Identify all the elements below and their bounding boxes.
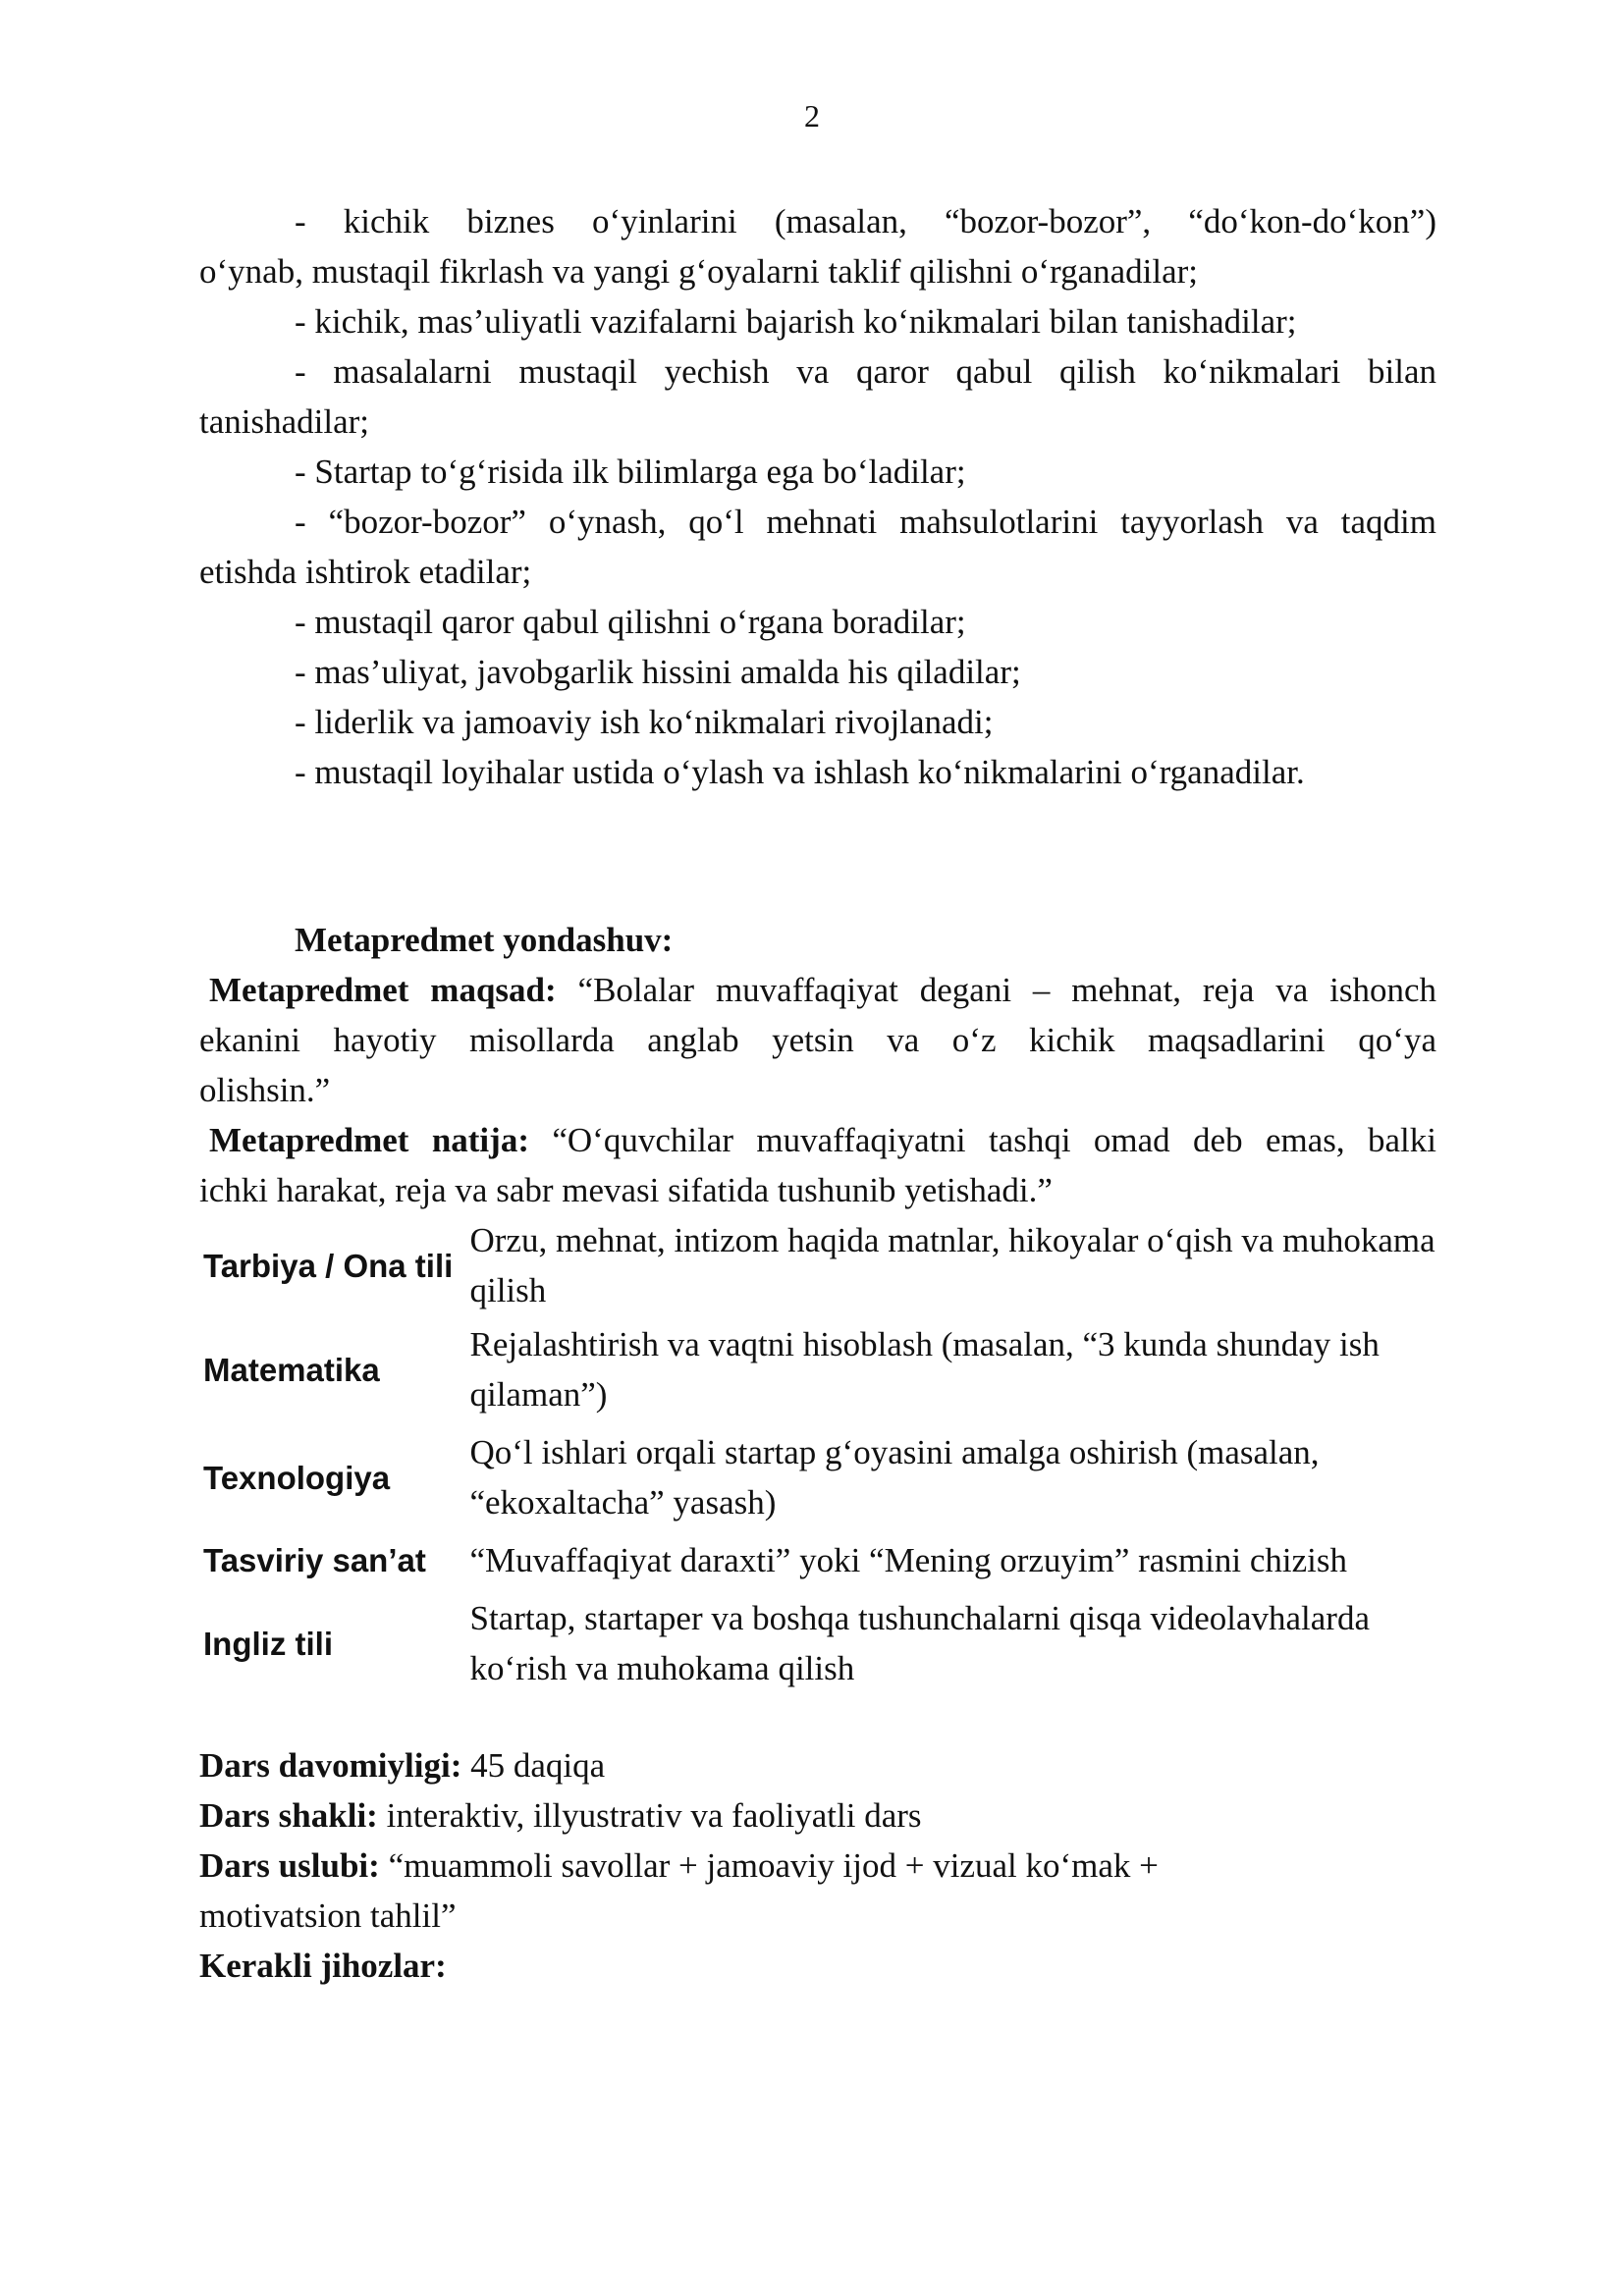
document-body: [199, 196, 1436, 1991]
list-item: [199, 697, 1436, 747]
lesson-form-label: Dars shakli:: [199, 1796, 378, 1835]
page-number: 2: [804, 98, 820, 133]
lesson-form-value: interaktiv, illyustrativ va faoliyatli dars: [377, 1796, 922, 1835]
list-item-line: - masalalarni mustaqil yechish va qaror qabul qilish ko‘nikmalari bilan: [295, 352, 1436, 391]
subject-description: Qo‘l ishlari orqali startap g‘oyasini amalga oshirish (masalan, “ekoxaltacha” yasash): [469, 1433, 1320, 1522]
list-item-line: - kichik biznes o‘yinlarini (masalan, “bozor-bozor”, “do‘kon-do‘kon”): [295, 202, 1436, 240]
subject-name: Tasviriy san’at: [203, 1542, 426, 1578]
list-item: [199, 747, 1436, 797]
subject-name: Matematika: [203, 1351, 380, 1388]
meta-result-paragraph: [199, 1115, 1436, 1215]
lesson-info: [199, 1740, 1436, 1991]
spacer: [199, 797, 1436, 915]
lesson-duration-value: 45 daqiqa: [461, 1746, 606, 1785]
lesson-form: [199, 1790, 1436, 1841]
table-row: [199, 1215, 1436, 1315]
section-heading: Metapredmet yondashuv:: [295, 921, 674, 959]
meta-result-label: Metapredmet natija:: [209, 1121, 529, 1159]
lesson-method-value: “muammoli savollar + jamoaviy ijod + vizual ko‘mak +: [379, 1846, 1159, 1885]
subject-name: Ingliz tili: [203, 1625, 333, 1662]
lesson-method-continuation: motivatsion tahlil”: [199, 1896, 457, 1935]
subject-description: “Muvaffaqiyat daraxti” yoki “Mening orzuyim” rasmini chizish: [469, 1541, 1348, 1579]
list-item-line: - liderlik va jamoaviy ish ko‘nikmalari rivojlanadi;: [295, 703, 994, 741]
meta-goal-paragraph: [199, 965, 1436, 1115]
meta-goal-line: ekanini hayotiy misollarda anglab yetsin va o‘z kichik maqsadlarini qo‘ya: [199, 1021, 1436, 1059]
lesson-duration: [199, 1740, 1436, 1790]
meta-goal-text: “Bolalar muvaffaqiyat degani – mehnat, reja va ishonch: [556, 971, 1436, 1009]
table-row: [199, 1315, 1436, 1423]
subject-description: Orzu, mehnat, intizom haqida matnlar, hikoyalar o‘qish va muhokama qilish: [469, 1221, 1435, 1309]
subjects-table: [199, 1215, 1436, 1697]
list-item: [199, 597, 1436, 647]
meta-goal-line: olishsin.”: [199, 1071, 331, 1109]
list-item-line: - kichik, mas’uliyatli vazifalarni bajarish ko‘nikmalari bilan tanishadilar;: [295, 302, 1297, 341]
list-item: [199, 347, 1436, 447]
table-row: [199, 1589, 1436, 1697]
lesson-method-label: Dars uslubi:: [199, 1846, 380, 1885]
meta-goal-label: Metapredmet maqsad:: [209, 971, 557, 1009]
table-row: [199, 1531, 1436, 1589]
subject-description: Rejalashtirish va vaqtni hisoblash (masalan, “3 kunda shunday ish qilaman”): [469, 1325, 1380, 1414]
table-row: [199, 1423, 1436, 1531]
meta-goal-line: [199, 965, 1436, 1015]
list-item-continuation: o‘ynab, mustaqil fikrlash va yangi g‘oyalarni taklif qilishni o‘rganadilar;: [199, 252, 1199, 291]
list-item: [199, 497, 1436, 597]
list-item: [199, 447, 1436, 497]
list-item-line: - Startap to‘g‘risida ilk bilimlarga ega bo‘ladilar;: [295, 453, 966, 491]
subject-description: Startap, startaper va boshqa tushunchalarni qisqa videolavhalarda ko‘rish va muhokama qilish: [469, 1599, 1370, 1687]
meta-result-text: “O‘quvchilar muvaffaqiyatni tashqi omad deb emas, balki: [528, 1121, 1436, 1159]
lesson-equipment: [199, 1941, 1436, 1991]
list-item-continuation: tanishadilar;: [199, 402, 370, 441]
lesson-method: [199, 1841, 1436, 1891]
list-item-line: - mas’uliyat, javobgarlik hissini amalda his qiladilar;: [295, 653, 1021, 691]
meta-result-line: [199, 1115, 1436, 1165]
subject-name: Texnologiya: [203, 1459, 391, 1496]
meta-result-line: ichki harakat, reja va sabr mevasi sifatida tushunib yetishadi.”: [199, 1171, 1053, 1209]
list-item-line: - “bozor-bozor” o‘ynash, qo‘l mehnati mahsulotlarini tayyorlash va taqdim: [295, 503, 1436, 541]
subject-name: Tarbiya / Ona tili: [203, 1247, 454, 1284]
list-item-continuation: etishda ishtirok etadilar;: [199, 553, 532, 591]
list-item: [199, 196, 1436, 296]
list-item-line: - mustaqil qaror qabul qilishni o‘rgana boradilar;: [295, 603, 966, 641]
list-item: [199, 296, 1436, 347]
lesson-duration-label: Dars davomiyligi:: [199, 1746, 462, 1785]
list-item-line: - mustaqil loyihalar ustida o‘ylash va ishlash ko‘nikmalarini o‘rganadilar.: [295, 753, 1305, 791]
list-item: [199, 647, 1436, 697]
lesson-equipment-label: Kerakli jihozlar:: [199, 1947, 447, 1985]
